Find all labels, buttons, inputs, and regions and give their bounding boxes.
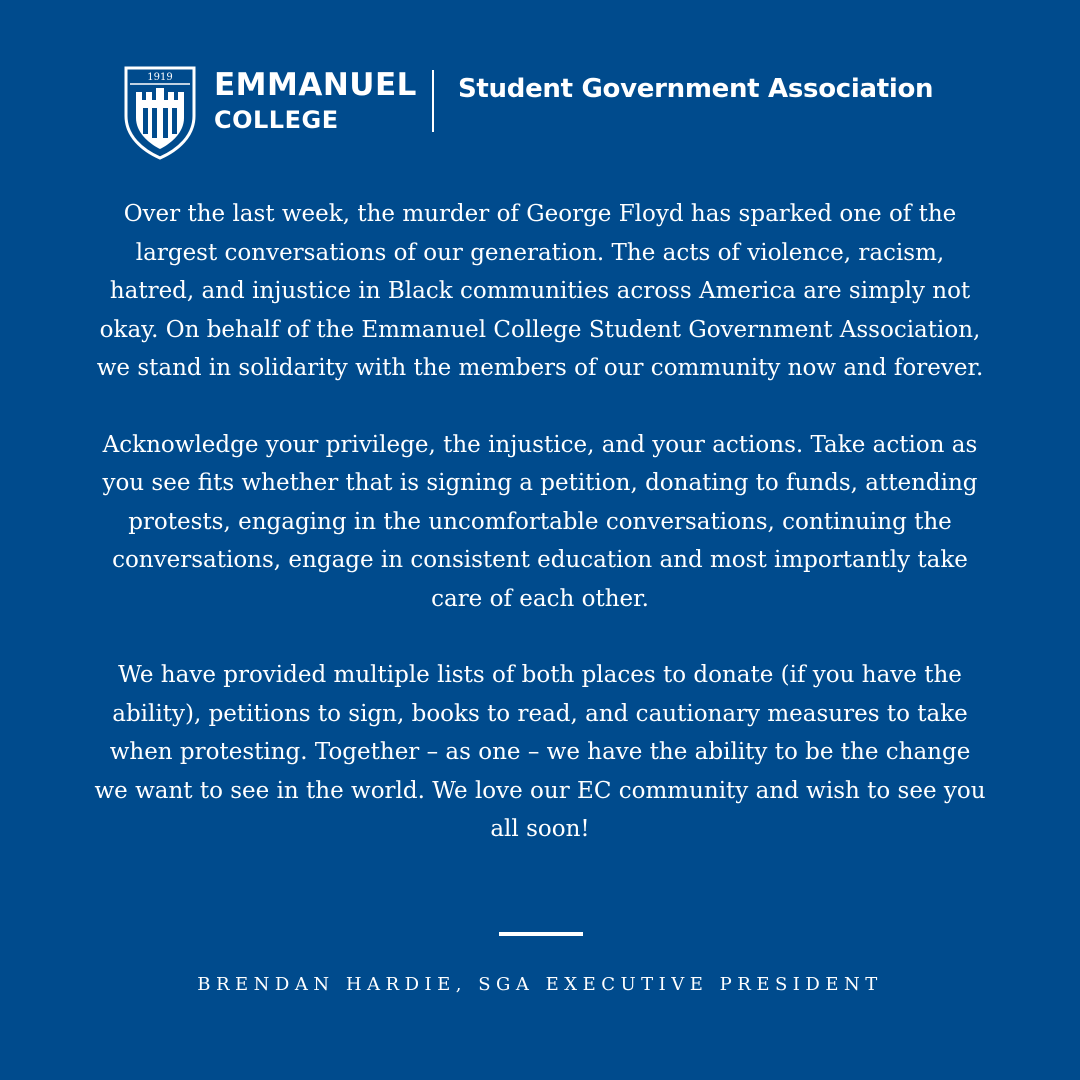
header (122, 64, 962, 160)
wordmark-line1: EMMANUEL (214, 67, 417, 103)
signature: BRENDAN HARDIE, SGA EXECUTIVE PRESIDENT (197, 974, 883, 995)
signature-divider (499, 932, 583, 936)
emmanuel-crest-logo (122, 64, 198, 160)
paragraph-3: We have provided multiple lists of both places to donate (if you have the ability), petitions to sign, books to read, and cautionary measures to take when protesting. Together – as one – we have the ability to be the change we want to see in the world. We love our EC community and wish to see you all soon! (94, 662, 986, 842)
crest-year: 1919 (147, 72, 173, 83)
paragraph-1: Over the last week, the murder of George Floyd has sparked one of the largest conversations of our generation. The acts of violence, racism, hatred, and injustice in Black communities across America are simply not okay. On behalf of the Emmanuel College Student Government Association, we stand in solidarity with the members of our community now and forever. (96, 201, 984, 381)
header-divider (432, 70, 434, 132)
wordmark-line2: COLLEGE (214, 106, 339, 134)
statement-body (90, 195, 990, 849)
organization-name: Student Government Association (458, 74, 934, 104)
paragraph-2: Acknowledge your privilege, the injustice, and your actions. Take action as you see fits whether that is signing a petition, donating to funds, attending protests, engaging in the uncomfortable conversations, continuing the conversations, engage in consistent education and most importantly take care of each other. (102, 431, 978, 612)
college-wordmark (214, 67, 417, 134)
